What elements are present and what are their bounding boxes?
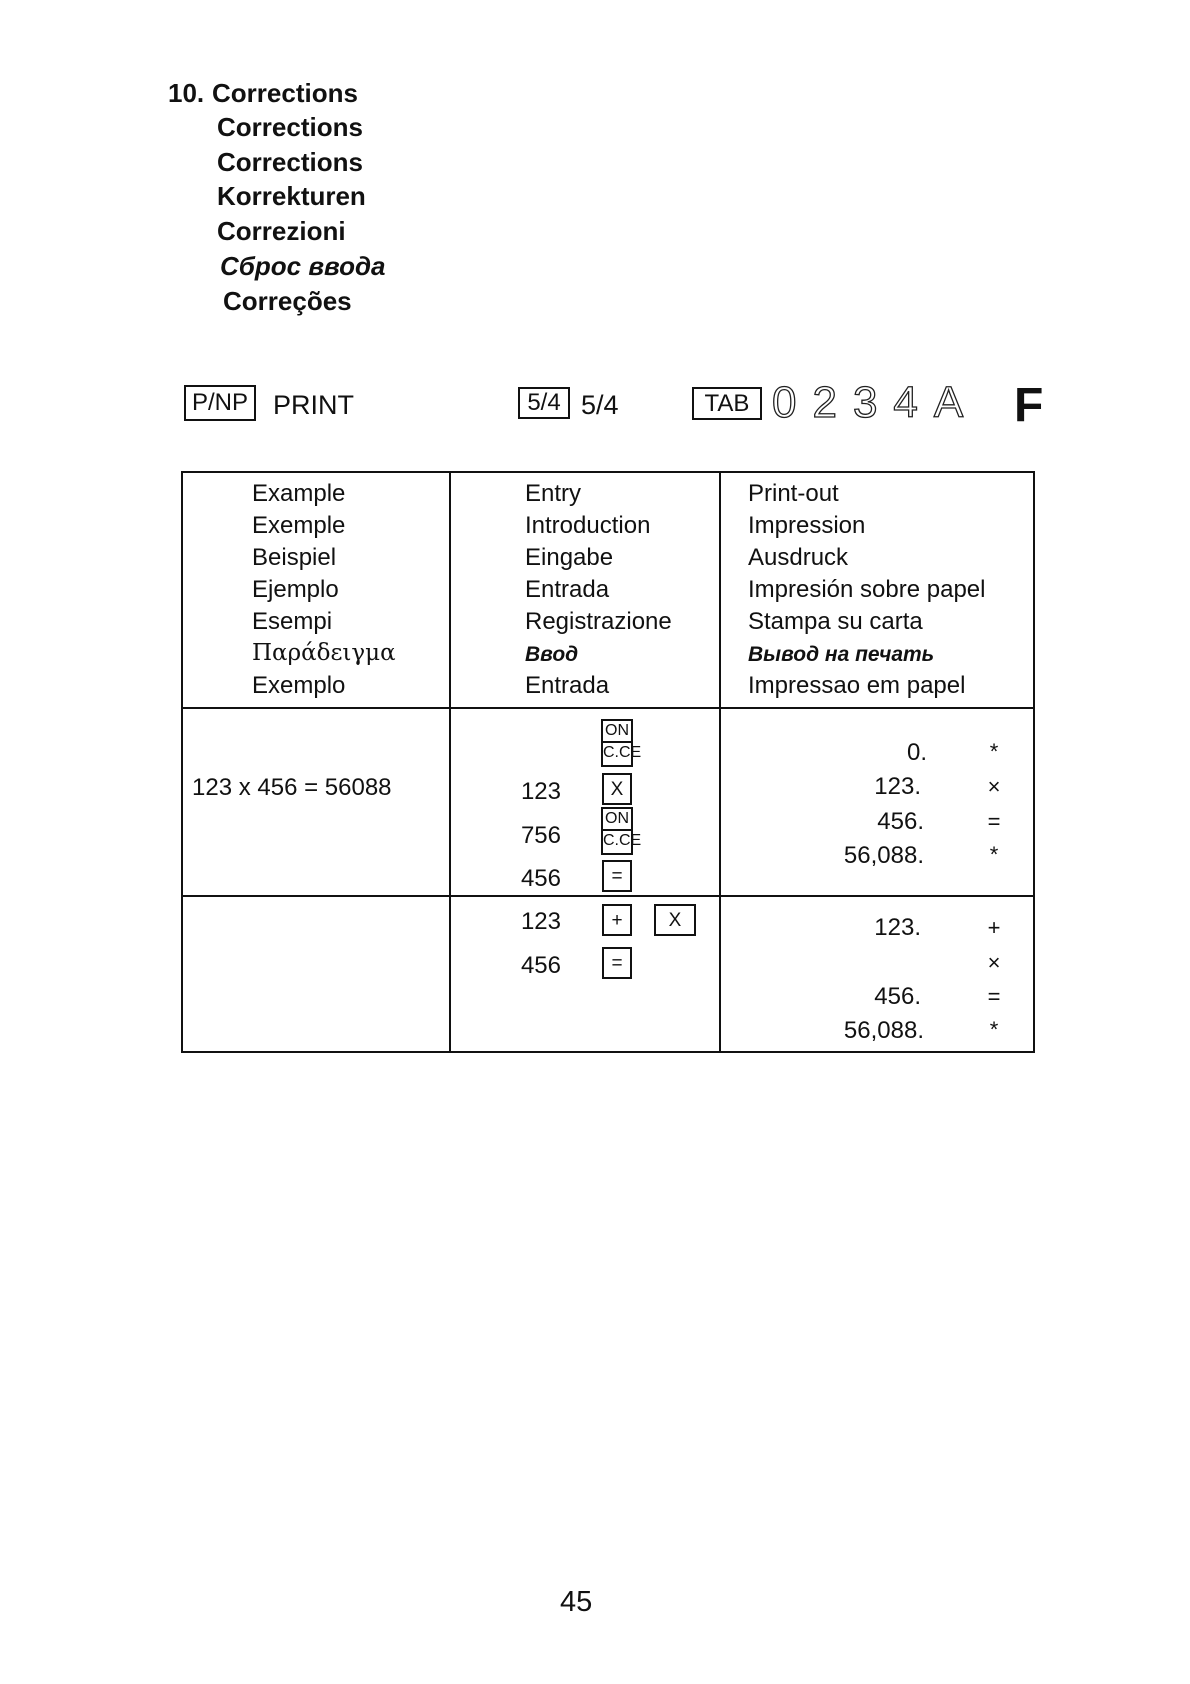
plus-key: + xyxy=(602,904,632,936)
header-entry-3: Entrada xyxy=(525,576,610,603)
on-cce-key: ON C.CE xyxy=(601,719,633,767)
header-example-6: Exemplo xyxy=(252,672,346,699)
row2-print-symbol-2: = xyxy=(987,984,1001,1009)
row2-print-value-0: 123. xyxy=(874,914,921,941)
header-entry-5: Ввод xyxy=(525,643,579,666)
heading-en: Corrections xyxy=(212,78,358,108)
row2-print-symbol-3: * xyxy=(989,1017,999,1042)
decimal-mode-indicator: F xyxy=(1014,379,1044,432)
section-number: 10. xyxy=(168,78,205,108)
row1-entry-1: 756 xyxy=(520,822,561,849)
row2-entry-0: 123 xyxy=(520,908,561,935)
pnp-switch-key: P/NP xyxy=(184,385,256,421)
header-printout-5: Вывод на печать xyxy=(748,643,935,666)
header-entry-4: Registrazione xyxy=(525,608,672,635)
header-example-4: Esempi xyxy=(252,608,333,635)
header-example-1: Exemple xyxy=(252,512,346,539)
equals-key: = xyxy=(602,947,632,979)
row1-entry-2: 456 xyxy=(520,865,561,892)
header-entry-2: Eingabe xyxy=(525,544,614,571)
rounding-switch-key: 5/4 xyxy=(518,387,570,419)
heading-ru: Сброс ввода xyxy=(220,251,386,281)
header-printout-6: Impressao em papel xyxy=(748,672,966,699)
header-printout-4: Stampa su carta xyxy=(748,608,923,635)
heading-de: Korrekturen xyxy=(217,181,366,211)
row1-print-symbol-2: = xyxy=(987,809,1001,834)
header-printout-1: Impression xyxy=(748,512,866,539)
row1-print-value-2: 456. xyxy=(877,808,924,835)
header-example-0: Example xyxy=(252,480,346,507)
header-entry-1: Introduction xyxy=(525,512,651,539)
times-key: X xyxy=(602,773,632,805)
equals-key: = xyxy=(602,860,632,892)
row2-print-symbol-1: × xyxy=(987,950,1001,975)
pnp-switch-label: PRINT xyxy=(273,390,354,420)
header-printout-0: Print-out xyxy=(748,480,839,507)
row2-print-value-3: 56,088. xyxy=(843,1017,924,1044)
heading-it: Correzioni xyxy=(217,216,346,246)
header-example-5: Παράδειγμα xyxy=(252,640,396,666)
example-table xyxy=(181,471,1035,1053)
row1-print-value-3: 56,088. xyxy=(843,842,924,869)
header-example-3: Ejemplo xyxy=(252,576,339,603)
page-number: 45 xyxy=(560,1586,593,1618)
header-example-2: Beispiel xyxy=(252,544,337,571)
tab-switch-key: TAB xyxy=(692,387,762,420)
heading-pt: Correções xyxy=(223,286,352,316)
header-printout-3: Impresión sobre papel xyxy=(748,576,986,603)
row1-entry-0: 123 xyxy=(520,778,561,805)
row1-print-value-1: 123. xyxy=(874,773,921,800)
row2-print-symbol-0: + xyxy=(987,915,1001,940)
on-cce-key: ON C.CE xyxy=(601,807,633,855)
row1-example: 123 x 456 = 56088 xyxy=(192,774,392,801)
row1-print-symbol-1: × xyxy=(987,774,1001,799)
row1-print-symbol-0: * xyxy=(989,739,999,764)
header-printout-2: Ausdruck xyxy=(748,544,849,571)
row2-entry-1: 456 xyxy=(520,952,561,979)
row1-print-value-0: 0. xyxy=(906,739,927,766)
header-entry-6: Entrada xyxy=(525,672,610,699)
row1-print-symbol-3: * xyxy=(989,842,999,867)
header-entry-0: Entry xyxy=(525,480,582,507)
row2-print-value-2: 456. xyxy=(874,983,921,1010)
times-key: X xyxy=(654,904,696,936)
heading-fr: Corrections xyxy=(217,112,363,142)
heading-es: Corrections xyxy=(217,147,363,177)
decimal-digits-display: 0234A xyxy=(772,378,980,427)
rounding-switch-label: 5/4 xyxy=(581,390,619,420)
